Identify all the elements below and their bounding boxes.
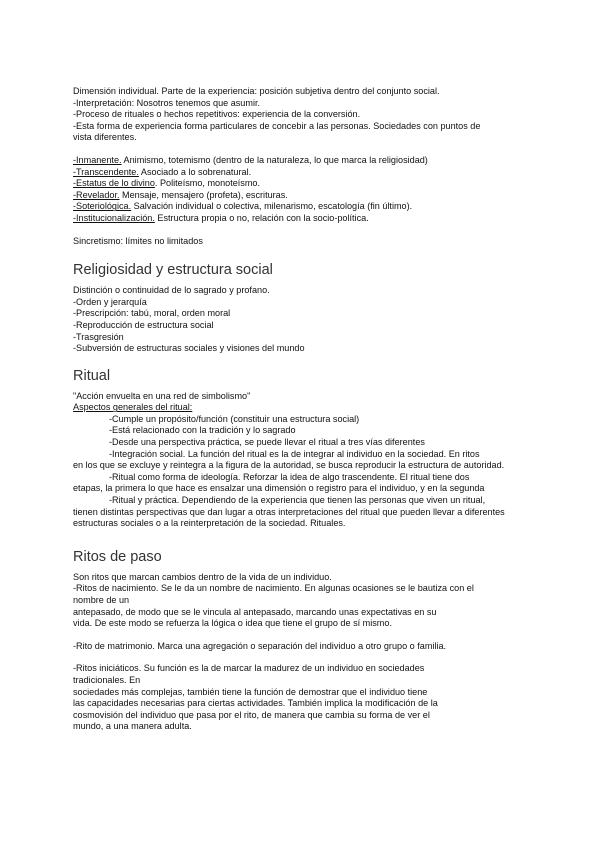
section-heading-religiosidad: Religiosidad y estructura social — [73, 262, 273, 279]
ritual-item: -Desde una perspectiva práctica, se puede llevar el ritual a tres vías diferentes — [109, 437, 425, 448]
text-line: Distinción o continuidad de lo sagrado y profano. — [73, 285, 270, 296]
traits-list — [73, 155, 531, 225]
section-body-religiosidad — [73, 285, 531, 355]
trait-item — [73, 155, 531, 167]
text-line: -Reproducción de estructura social — [73, 319, 214, 330]
text-line: -Trasgresión — [73, 331, 124, 342]
trait-term: -Revelador. — [73, 189, 120, 200]
ritual-item: -Ritual y práctica. Dependiendo de la experiencia que tienen las personas que viven un ritual, — [109, 495, 486, 506]
section-body-ritual — [73, 391, 531, 530]
text-line: las capacidades necesarias para ciertas actividades. También implica la modificación de la — [73, 698, 438, 709]
text-line: nombre de un — [73, 595, 130, 605]
ritual-item-continuation: etapas, la primera lo que hace es ensalzar una dimensión o registro para el individuo, y en la segunda — [73, 483, 485, 494]
document-page — [73, 86, 531, 733]
trait-desc: Estructura propia o no, relación con la socio-política. — [154, 212, 369, 223]
trait-desc: Salvación individual o colectiva, milenarismo, escatología (fin último). — [131, 201, 413, 212]
ritual-item-continuation: tienen distintas perspectivas que dan lugar a otras interpretaciones del ritual que pueden llevar a diferentes estructuras sociales o a la reinterpretación de la sociedad. Rituales. — [73, 506, 505, 529]
text-line: -Rito de matrimonio. Marca una agregación o separación del individuo a otro grupo o familia. — [73, 640, 447, 651]
text-line: -Subversión de estructuras sociales y visiones del mundo — [73, 343, 305, 354]
trait-term: -Estatus de lo divino — [73, 178, 155, 189]
trait-desc: . Politeísmo, monoteísmo. — [154, 178, 261, 189]
text-line: mundo, a una manera adulta. — [73, 721, 192, 732]
text-line: sociedades más complejas, también tiene la función de demostrar que el individuo tiene — [73, 686, 428, 697]
text-line: vida. De este modo se refuerza la lógica o idea que tiene el grupo de sí mismo. — [73, 618, 392, 629]
trait-desc: Asociado a lo sobrenatural. — [138, 166, 252, 177]
text-line: Dimensión individual. Parte de la experiencia: posición subjetiva dentro del conjunto social. — [73, 86, 440, 96]
ritual-item: -Cumple un propósito/función (constituir una estructura social) — [109, 413, 360, 424]
quote-line: "Acción envuelta en una red de simbolismo" — [73, 390, 251, 401]
trait-item — [73, 201, 531, 213]
text-line: antepasado, de modo que se le vincula al antepasado, marcando unas expectativas en su — [73, 606, 437, 617]
text-line: -Ritos iniciáticos. Su función es la de marcar la madurez de un individuo en sociedades — [73, 663, 425, 674]
intro-block — [73, 86, 531, 144]
text-line: cosmovisión del individuo que pasa por el rito, de manera que cambia su forma de ver el — [73, 709, 430, 720]
ritual-item-continuation: en los que se excluye y reintegra a la figura de la autoridad, se busca reproducir la estructura de autoridad. — [73, 460, 505, 471]
subheading: Aspectos generales del ritual: — [73, 402, 193, 413]
trait-term: -Institucionalización. — [73, 212, 155, 223]
trait-item — [73, 178, 531, 190]
ritual-item: -Está relacionado con la tradición y lo sagrado — [109, 425, 296, 436]
text-line: -Orden y jerarquía — [73, 296, 147, 307]
syncretism-line: Sincretismo: límites no limitados — [73, 235, 203, 246]
trait-term: -Soteriológica. — [73, 201, 132, 212]
text-line: -Ritos de nacimiento. Se le da un nombre de nacimiento. En algunas ocasiones se le bautiza con el — [73, 583, 474, 594]
trait-item — [73, 190, 531, 202]
ritual-item: -Integración social. La función del ritual es la de integrar al individuo en la sociedad. En ritos — [109, 448, 480, 459]
section-body-ritos-de-paso — [73, 572, 531, 733]
text-line: vista diferentes. — [73, 132, 137, 143]
trait-item — [73, 167, 531, 179]
section-heading-ritual: Ritual — [73, 367, 111, 384]
text-line: -Esta forma de experiencia forma particulares de concebir a las personas. Sociedades con puntos de — [73, 120, 481, 131]
text-line: tradicionales. En — [73, 674, 141, 685]
ritual-item: -Ritual como forma de ideología. Reforzar la idea de algo trascendente. El ritual tiene dos — [109, 471, 470, 482]
trait-desc: Animismo, totemismo (dentro de la naturaleza, lo que marca la religiosidad) — [121, 154, 428, 165]
trait-desc: Mensaje, mensajero (profeta), escrituras. — [119, 189, 288, 200]
section-heading-ritos-de-paso: Ritos de paso — [73, 548, 162, 565]
text-line: -Proceso de rituales o hechos repetitivos: experiencia de la conversión. — [73, 109, 361, 120]
trait-term: -Inmanente. — [73, 154, 122, 165]
trait-item — [73, 213, 531, 225]
trait-term: -Transcendente. — [73, 166, 139, 177]
text-line: Son ritos que marcan cambios dentro de la vida de un individuo. — [73, 571, 332, 582]
text-line: -Interpretación: Nosotros tenemos que asumir. — [73, 97, 261, 108]
text-line: -Prescripción: tabú, moral, orden moral — [73, 308, 231, 319]
